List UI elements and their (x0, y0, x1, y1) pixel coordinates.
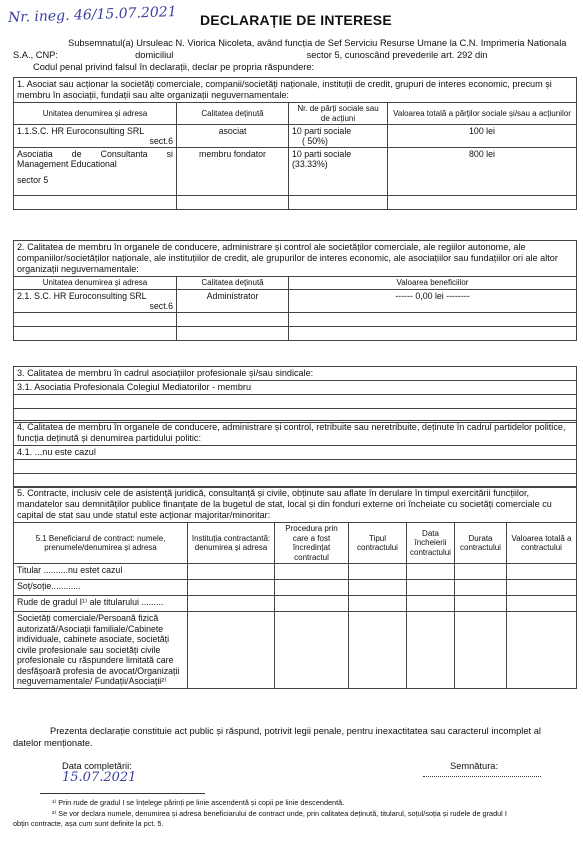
section-3-heading: 3. Calitatea de membru în cadrul asociațiilor profesionale și/sau sindicale: (14, 367, 577, 381)
table-row (14, 312, 577, 326)
date-handwritten: 15.07.2021 (62, 770, 137, 785)
s1-col-shares: Nr. de părți sociale sau de acțiuni (289, 103, 388, 125)
intro-line-1: Subsemnatul(a) Ursuleac N. Viorica Nicoleta, având funcția de Sef Serviciu Resurse Umane la C.N. Imprimeria Nationala (68, 38, 567, 48)
s1-shares: 10 parti sociale (292, 126, 352, 136)
intro-line-2 (13, 50, 487, 62)
s2-unit: 2.1. S.C. HR Euroconsulting SRL (17, 290, 147, 301)
s5-col-duration: Durata contractului (455, 523, 507, 564)
table-row (14, 460, 577, 474)
table-row (14, 596, 577, 612)
s1-address: sect.6 (149, 136, 173, 146)
s2-role: Administrator (177, 289, 289, 312)
section-3-item: 3.1. Asociatia Profesionala Colegiul Mediatorilor - membru (14, 381, 577, 395)
table-row (14, 326, 577, 340)
s5-col-beneficiary: 5.1 Beneficiarul de contract: numele, prenumele/denumirea și adresa (14, 523, 188, 564)
footnote-divider (40, 793, 205, 794)
table-row (14, 612, 577, 689)
s5-col-type: Tipul contractului (349, 523, 407, 564)
s1-role: membru fondator (177, 148, 289, 196)
table-row (14, 580, 577, 596)
statement-line-2: datelor menționate. (13, 738, 93, 748)
s2-col-unit: Unitatea denumirea și adresa (14, 277, 177, 290)
section-2-table (13, 240, 577, 341)
intro-sector: sector 5, cunoscând prevederile art. 292 din (306, 50, 488, 60)
s5-row-label: Titular ..........nu estet cazul (14, 564, 188, 580)
section-1-table (13, 77, 577, 210)
footnote-2: ²⁾ Se vor declara numele, denumirea și adresa beneficiarului de contract unde, prin calitatea deținută, titularul, soțul/soția și rudele de gradul I (52, 809, 507, 818)
footnote-1: ¹⁾ Prin rude de gradul I se înțelege părinți pe linie ascendentă și copii pe linie descendentă. (52, 798, 345, 807)
table-row (14, 125, 577, 148)
table-row (14, 196, 577, 210)
section-4-table (13, 420, 577, 488)
signature-line (423, 776, 541, 777)
section-2-heading: 2. Calitatea de membru în organele de conducere, administrare și control ale societăților comerciale, ale regiilor autonome, ale companiilor/societăților naționale, ale instituțiilor de credit, ale grupurilor de interes economic, ale asociațiilor sau fundațiilor ori ale altor organizații neguvernamentale: (14, 241, 577, 277)
s2-col-value: Valoarea beneficiilor (289, 277, 577, 290)
table-row (14, 395, 577, 409)
s5-row-label: Societăți comerciale/Persoană fizică autorizată/Asociații familiale/Cabinete individuale, cabinete asociate, societăți civile profesionale sau societăți civile profesionale cu răspundere limitată care desfășoară profesia de avocat/Organizații neguvernamentale/ Fundații/Asociații²⁾ (14, 612, 188, 689)
cnp-label: S.A., CNP: (13, 50, 58, 60)
s5-row-label: Rude de gradul I¹⁾ ale titularului ......... (14, 596, 188, 612)
document-title: DECLARAȚIE DE INTERESE (200, 12, 392, 28)
section-1-heading: 1. Asociat sau acționar la societăți comerciale, companii/societăți naționale, instituții de credit, grupuri de interes economic, precum și membru în asociații, fundații sau alte organizații neguvernamentale: (14, 78, 577, 103)
s1-unit: Asociatia de Consultanta si Management Educational (17, 149, 173, 169)
s5-col-institution: Instituția contractantă: denumirea și adresa (188, 523, 275, 564)
s1-role: asociat (177, 125, 289, 148)
s2-address: sect.6 (149, 300, 173, 311)
s5-col-total: Valoarea totală a contractului (507, 523, 577, 564)
table-row (14, 289, 577, 312)
s1-shares-pct: ( 50%) (302, 136, 328, 146)
domicile-label: domiciliul (135, 50, 174, 60)
date-label: Data completării: (62, 761, 132, 771)
intro-line-3: Codul penal privind falsul în declarații, declar pe propria răspundere: (33, 62, 315, 72)
footnote-2-cont: obțin contracte, așa cum sunt definite la pct. 5. (13, 819, 164, 828)
registration-number-handwritten: Nr. ineg. 46/15.07.2021 (7, 4, 177, 26)
s1-col-role: Calitatea deținută (177, 103, 289, 125)
s5-col-procedure: Procedura prin care a fost încredințat contractul (275, 523, 349, 564)
s2-value: ------ 0,00 lei -------- (289, 289, 577, 312)
statement-line-1: Prezenta declarație constituie act public și răspund, potrivit legii penale, pentru inexactitatea sau caracterul incomplet al (50, 726, 541, 736)
section-4-item: 4.1. ...nu este cazul (14, 446, 577, 460)
s1-col-value: Valoarea totală a părților sociale și/sau a acțiunilor (388, 103, 577, 125)
s2-col-role: Calitatea deținută (177, 277, 289, 290)
s1-address: sector 5 (17, 175, 49, 185)
s5-col-date: Data încheierii contractului (407, 523, 455, 564)
s1-col-unit: Unitatea denumirea și adresa (14, 103, 177, 125)
s1-shares-pct: (33.33%) (292, 159, 328, 169)
s1-value: 100 lei (388, 125, 577, 148)
s1-value: 800 lei (388, 148, 577, 196)
section-5-table (13, 486, 577, 689)
table-row (14, 148, 577, 196)
section-4-heading: 4. Calitatea de membru în organele de conducere, administrare și control, retribuite sau neretribuite, deținute în cadrul partidelor politice, funcția deținută și denumirea partidului politic: (14, 421, 577, 446)
s1-unit: 1.1.S.C. HR Euroconsulting SRL (17, 126, 145, 136)
s1-shares: 10 parti sociale (292, 149, 352, 159)
section-5-heading: 5. Contracte, inclusiv cele de asistență juridică, consultanță și civile, obținute sau aflate în derulare în timpul exercitării funcțiilor, mandatelor sau demnităților publice finanțate de la bugetul de stat, local și din fonduri externe ori încheiate cu societăți comerciale cu capital de stat sau unde statul este acționar majoritar/minoritar: (14, 487, 577, 523)
table-row (14, 564, 577, 580)
signature-label: Semnătura: (450, 761, 499, 771)
section-3-table (13, 366, 577, 423)
s5-row-label: Soț/soție............ (14, 580, 188, 596)
